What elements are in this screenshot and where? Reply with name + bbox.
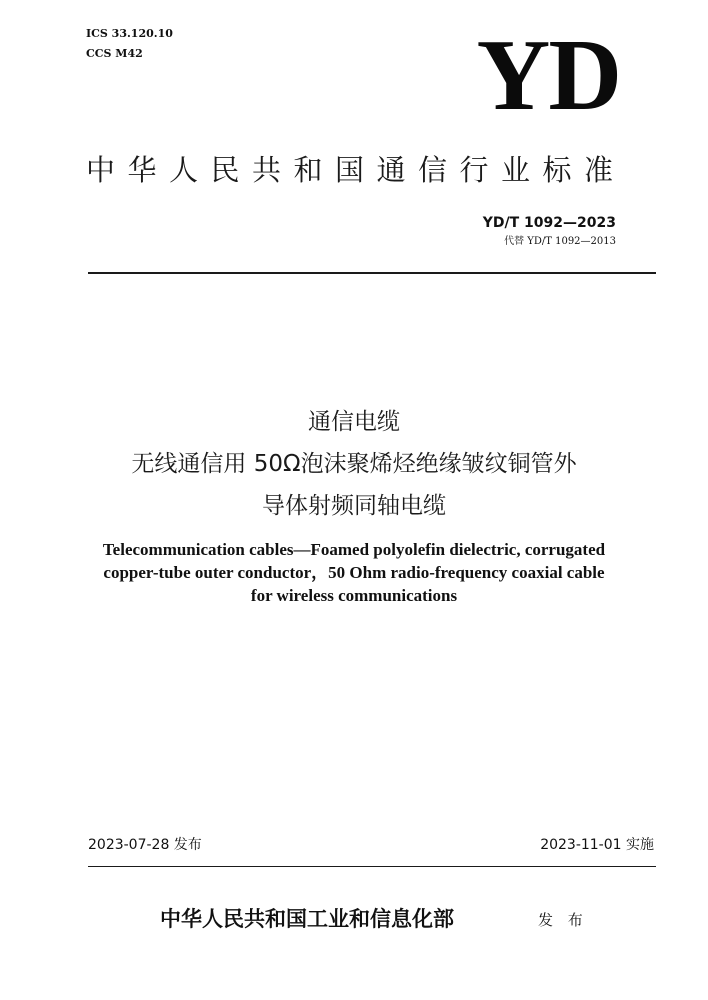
implementation-date: 2023-11-01 实施	[540, 837, 654, 853]
title-zh-line-3: 导体射频同轴电缆	[262, 493, 446, 519]
standard-number: YD/T 1092—2023	[482, 215, 616, 231]
issue-date: 2023-07-28 发布	[88, 837, 202, 853]
title-zh-line-2: 无线通信用 50Ω泡沫聚烯烃绝缘皱纹铜管外	[131, 451, 577, 477]
title-zh-line-1: 通信电缆	[308, 409, 400, 435]
issue-verb: 发 布	[538, 911, 588, 929]
header-divider	[88, 272, 656, 274]
title-en-line-3: for wireless communications	[250, 586, 458, 605]
title-en-line-2: copper-tube outer conductor，50 Ohm radio-frequency coaxial cable	[103, 563, 605, 582]
title-en-line-1: Telecommunication cables—Foamed polyolefin dielectric, corrugated	[102, 540, 606, 559]
replaces-note: 代替 YD/T 1092—2013	[504, 236, 616, 247]
ccs-code: CCS M42	[86, 47, 143, 60]
yd-logo: YD	[476, 19, 620, 132]
standard-category: 中华人民共和国通信行业标准	[86, 153, 626, 187]
footer-divider	[88, 866, 656, 867]
ics-code: ICS 33.120.10	[86, 27, 173, 40]
issuing-authority: 中华人民共和国工业和信息化部	[160, 906, 454, 931]
